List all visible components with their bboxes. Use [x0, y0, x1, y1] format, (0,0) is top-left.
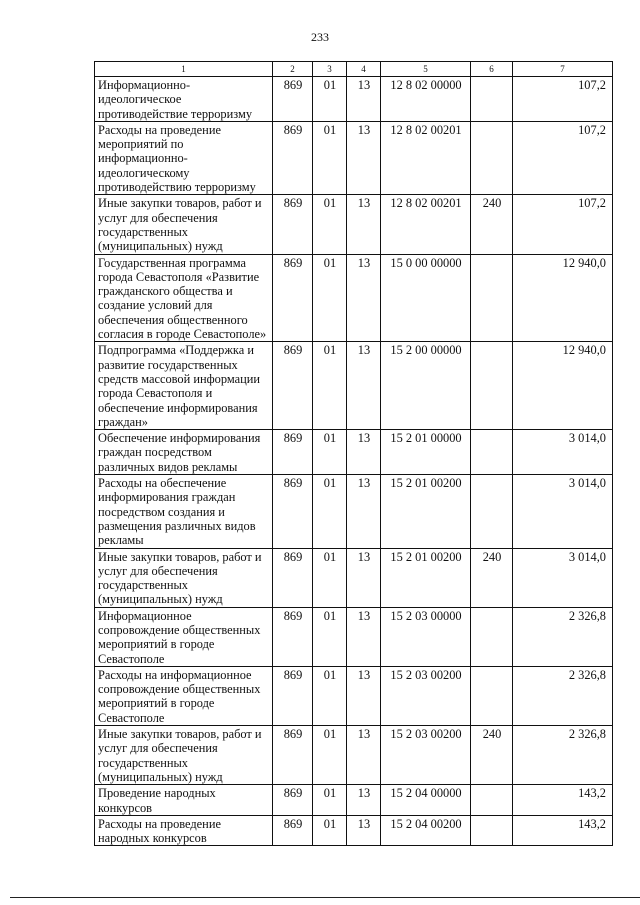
- table-header-row: [95, 62, 613, 77]
- cell-target-article: 12 8 02 00000: [381, 77, 471, 122]
- cell-section-code: 01: [313, 815, 347, 846]
- column-header-1: 1: [95, 62, 273, 77]
- table-body: [95, 77, 613, 846]
- cell-target-article: 15 0 00 00000: [381, 254, 471, 342]
- cell-expense-type: 240: [471, 726, 513, 785]
- table-row: [95, 548, 613, 607]
- table-row: [95, 430, 613, 475]
- cell-amount: 3 014,0: [513, 430, 613, 475]
- cell-amount: 107,2: [513, 121, 613, 194]
- table-row: [95, 77, 613, 122]
- table-row: [95, 195, 613, 254]
- page-bottom-rule: [10, 897, 640, 898]
- table-row: [95, 121, 613, 194]
- cell-expense-type: [471, 342, 513, 430]
- cell-amount: 143,2: [513, 815, 613, 846]
- cell-expense-type: [471, 666, 513, 725]
- cell-expense-type: [471, 254, 513, 342]
- column-header-4: 4: [347, 62, 381, 77]
- cell-section-code: 01: [313, 342, 347, 430]
- cell-subsection-code: 13: [347, 666, 381, 725]
- cell-subsection-code: 13: [347, 195, 381, 254]
- cell-subsection-code: 13: [347, 785, 381, 816]
- table-row: [95, 726, 613, 785]
- cell-name: Информационно-идеологическое противодействие терроризму: [95, 77, 273, 122]
- cell-ministry-code: 869: [273, 342, 313, 430]
- cell-target-article: 15 2 03 00200: [381, 666, 471, 725]
- cell-name: Иные закупки товаров, работ и услуг для обеспечения государственных (муниципальных) нужд: [95, 195, 273, 254]
- cell-section-code: 01: [313, 785, 347, 816]
- cell-amount: 2 326,8: [513, 726, 613, 785]
- cell-name: Расходы на информационное сопровождение общественных мероприятий в городе Севастополе: [95, 666, 273, 725]
- cell-section-code: 01: [313, 607, 347, 666]
- cell-ministry-code: 869: [273, 475, 313, 548]
- cell-name: Информационное сопровождение общественных мероприятий в городе Севастополе: [95, 607, 273, 666]
- cell-name: Государственная программа города Севастополя «Развитие гражданского общества и создание условий для обеспечения общественного согласия в городе Севастополе»: [95, 254, 273, 342]
- column-header-5: 5: [381, 62, 471, 77]
- cell-target-article: 15 2 03 00000: [381, 607, 471, 666]
- cell-expense-type: 240: [471, 548, 513, 607]
- cell-amount: 12 940,0: [513, 342, 613, 430]
- cell-name: Расходы на проведение мероприятий по информационно-идеологическому противодействию терроризму: [95, 121, 273, 194]
- cell-amount: 107,2: [513, 77, 613, 122]
- cell-ministry-code: 869: [273, 548, 313, 607]
- cell-target-article: 15 2 01 00200: [381, 548, 471, 607]
- cell-ministry-code: 869: [273, 785, 313, 816]
- cell-subsection-code: 13: [347, 607, 381, 666]
- cell-subsection-code: 13: [347, 77, 381, 122]
- cell-name: Расходы на проведение народных конкурсов: [95, 815, 273, 846]
- table-row: [95, 475, 613, 548]
- cell-subsection-code: 13: [347, 548, 381, 607]
- cell-expense-type: [471, 607, 513, 666]
- cell-name: Расходы на обеспечение информирования граждан посредством создания и размещения различных видов рекламы: [95, 475, 273, 548]
- cell-amount: 2 326,8: [513, 666, 613, 725]
- cell-expense-type: [471, 785, 513, 816]
- cell-ministry-code: 869: [273, 430, 313, 475]
- cell-expense-type: [471, 121, 513, 194]
- cell-ministry-code: 869: [273, 195, 313, 254]
- cell-target-article: 15 2 04 00200: [381, 815, 471, 846]
- cell-target-article: 12 8 02 00201: [381, 121, 471, 194]
- cell-section-code: 01: [313, 121, 347, 194]
- cell-subsection-code: 13: [347, 121, 381, 194]
- table-row: [95, 342, 613, 430]
- cell-subsection-code: 13: [347, 475, 381, 548]
- cell-expense-type: [471, 430, 513, 475]
- cell-section-code: 01: [313, 254, 347, 342]
- cell-section-code: 01: [313, 666, 347, 725]
- column-header-3: 3: [313, 62, 347, 77]
- cell-name: Подпрограмма «Поддержка и развитие государственных средств массовой информации города Севастополя и обеспечение информирования граждан»: [95, 342, 273, 430]
- cell-name: Проведение народных конкурсов: [95, 785, 273, 816]
- cell-name: Иные закупки товаров, работ и услуг для обеспечения государственных (муниципальных) нужд: [95, 726, 273, 785]
- cell-amount: 2 326,8: [513, 607, 613, 666]
- cell-target-article: 15 2 00 00000: [381, 342, 471, 430]
- cell-subsection-code: 13: [347, 815, 381, 846]
- cell-ministry-code: 869: [273, 254, 313, 342]
- cell-ministry-code: 869: [273, 666, 313, 725]
- cell-expense-type: [471, 475, 513, 548]
- cell-ministry-code: 869: [273, 726, 313, 785]
- cell-subsection-code: 13: [347, 726, 381, 785]
- table-row: [95, 666, 613, 725]
- cell-target-article: 15 2 01 00000: [381, 430, 471, 475]
- cell-section-code: 01: [313, 430, 347, 475]
- cell-amount: 12 940,0: [513, 254, 613, 342]
- column-header-6: 6: [471, 62, 513, 77]
- table-row: [95, 254, 613, 342]
- cell-name: Иные закупки товаров, работ и услуг для обеспечения государственных (муниципальных) нужд: [95, 548, 273, 607]
- cell-section-code: 01: [313, 77, 347, 122]
- cell-subsection-code: 13: [347, 254, 381, 342]
- cell-ministry-code: 869: [273, 607, 313, 666]
- cell-subsection-code: 13: [347, 430, 381, 475]
- cell-expense-type: 240: [471, 195, 513, 254]
- column-header-7: 7: [513, 62, 613, 77]
- column-header-2: 2: [273, 62, 313, 77]
- cell-expense-type: [471, 815, 513, 846]
- page-number: 233: [311, 30, 329, 44]
- cell-amount: 143,2: [513, 785, 613, 816]
- cell-section-code: 01: [313, 548, 347, 607]
- cell-ministry-code: 869: [273, 815, 313, 846]
- cell-subsection-code: 13: [347, 342, 381, 430]
- table-row: [95, 815, 613, 846]
- cell-target-article: 15 2 04 00000: [381, 785, 471, 816]
- table-row: [95, 785, 613, 816]
- cell-target-article: 15 2 01 00200: [381, 475, 471, 548]
- cell-ministry-code: 869: [273, 121, 313, 194]
- cell-section-code: 01: [313, 726, 347, 785]
- cell-amount: 107,2: [513, 195, 613, 254]
- cell-section-code: 01: [313, 195, 347, 254]
- cell-amount: 3 014,0: [513, 548, 613, 607]
- cell-amount: 3 014,0: [513, 475, 613, 548]
- cell-section-code: 01: [313, 475, 347, 548]
- cell-target-article: 12 8 02 00201: [381, 195, 471, 254]
- cell-expense-type: [471, 77, 513, 122]
- table-row: [95, 607, 613, 666]
- budget-table: [94, 61, 613, 846]
- cell-target-article: 15 2 03 00200: [381, 726, 471, 785]
- cell-ministry-code: 869: [273, 77, 313, 122]
- cell-name: Обеспечение информирования граждан посредством различных видов рекламы: [95, 430, 273, 475]
